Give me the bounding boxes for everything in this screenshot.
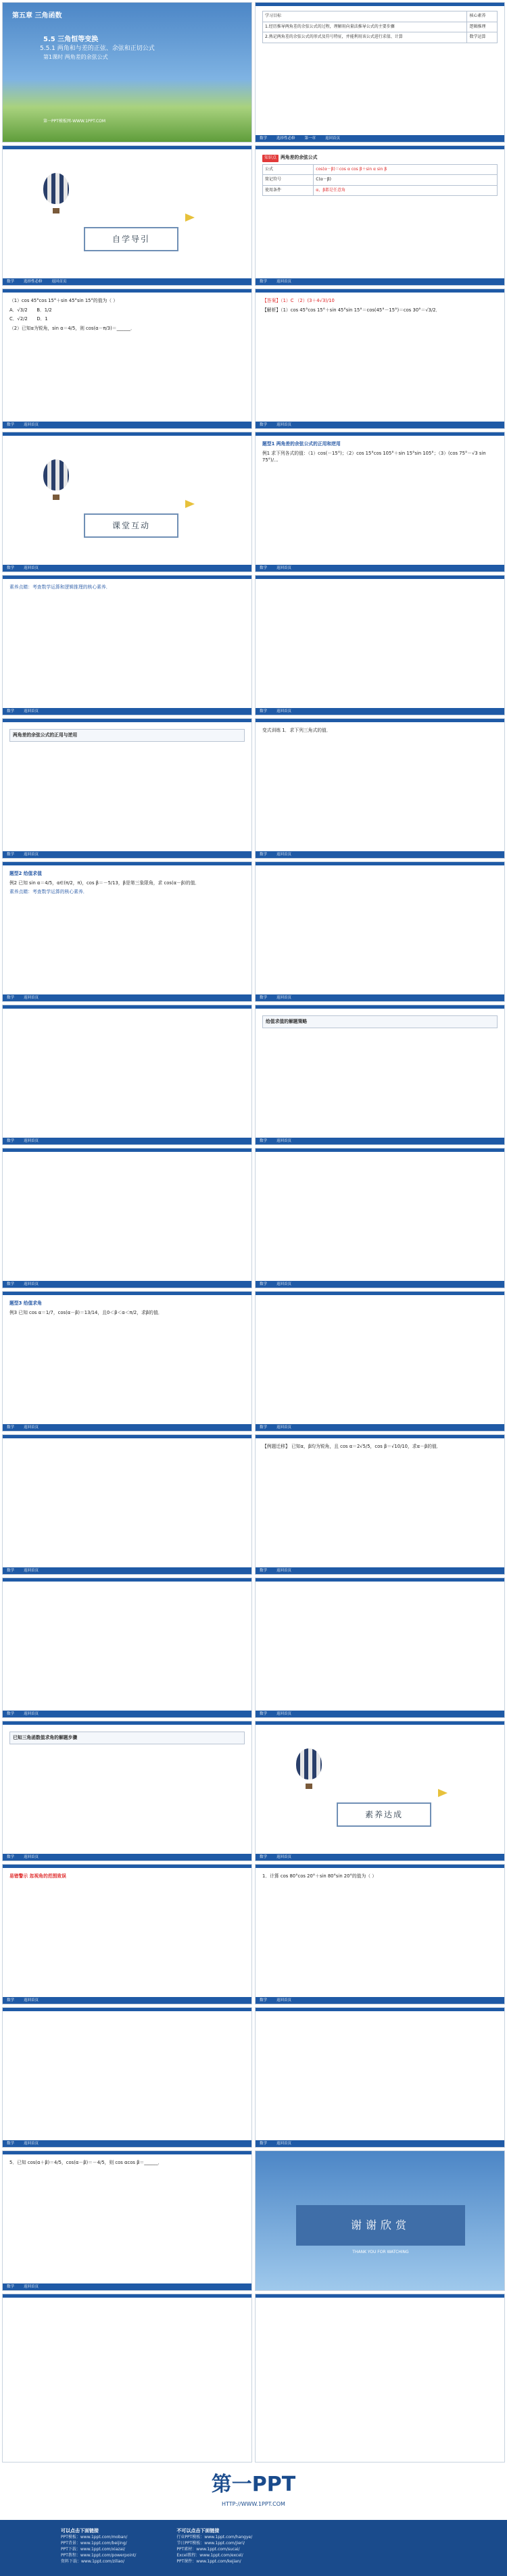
frame-label: 自学导引 (84, 227, 178, 251)
hint: 素养点睛：考查数学运算和逻辑推理的核心素养． (9, 584, 111, 590)
nav-bar[interactable] (3, 1281, 251, 1288)
nav-item[interactable]: 数学 (7, 1855, 15, 1859)
paper-plane-icon (438, 1789, 448, 1797)
question: 1．计算 cos 80°cos 20°＋sin 80°sin 20°的值为（ ） (262, 1873, 377, 1879)
option: C．√2/2 (9, 316, 28, 322)
nav-item[interactable]: 数学 (7, 1712, 15, 1716)
slide-interact-frame (2, 432, 252, 572)
nav-item[interactable]: 返回首页 (24, 566, 39, 570)
nav-bar[interactable] (256, 2140, 504, 2147)
balloon-icon (296, 1748, 322, 1779)
nav-item[interactable]: 数学 (260, 280, 268, 284)
slide-practice2a (2, 1148, 252, 1288)
footer-logo: 第一PPT (0, 2466, 507, 2520)
nav-item[interactable]: 返回首页 (276, 1139, 292, 1143)
slide-thanks (255, 2150, 505, 2291)
nav-bar[interactable] (256, 135, 504, 142)
nav-item[interactable]: 数学 (7, 1139, 15, 1143)
nav-item[interactable]: 返回首页 (24, 1712, 39, 1716)
core-header: 核心素养 (467, 11, 498, 22)
nav-bar[interactable] (3, 851, 251, 858)
goal-header: 学习目标 (263, 11, 467, 22)
footer-col-1 (61, 2528, 136, 2565)
footer-text: PPT课件：www.1ppt.com/kejian/ (176, 2559, 241, 2564)
nav-bar[interactable] (3, 1997, 251, 2004)
answer: 【答案】（1）C （2）(3＋4√3)/10 (262, 298, 335, 303)
nav-item[interactable]: 返回首页 (276, 566, 292, 570)
slide-last-left (2, 2294, 252, 2463)
knowledge-table (262, 164, 498, 197)
nav-item[interactable]: 返回首页 (24, 1569, 39, 1573)
question-2: （2）已知α为锐角，sin α＝4/5，则 cos(α－π/3)＝______． (9, 325, 135, 331)
slide-step4 (2, 1577, 252, 1718)
type-title: 题型2 给值求值 (9, 871, 42, 876)
nav-bar[interactable] (3, 2140, 251, 2147)
nav-bar[interactable] (3, 422, 251, 428)
footer-link[interactable]: PPT下载：www.1ppt.com/xiazai/ (61, 2547, 125, 2552)
label: 简记符号 (263, 175, 314, 186)
nav-item[interactable]: 返回首页 (24, 423, 39, 427)
frame-label: 素养达成 (337, 1802, 431, 1827)
question: 例2 已知 sin α＝4/5，α∈(π/2，π)，cos β＝－5/13，β是第三象限角，求 cos(α－β)的值． (9, 880, 200, 886)
nav-item[interactable]: 数学 (260, 1425, 268, 1430)
slide-achieve-frame (255, 1721, 505, 1861)
method-title: 已知三角函数值求角的解题步骤 (9, 1732, 245, 1744)
nav-bar[interactable] (256, 1281, 504, 1288)
nav-item[interactable]: 返回首页 (325, 136, 341, 141)
nav-item[interactable]: 数学 (7, 566, 15, 570)
nav-bar[interactable] (256, 565, 504, 572)
nav-item[interactable]: 选择性必修 (24, 280, 43, 284)
error-title: 易错警示 忽视角的范围致误 (9, 1873, 66, 1879)
slide-solution2 (255, 861, 505, 1002)
nav-item[interactable]: 返回首页 (24, 709, 39, 713)
col-heading: 可以点击下面链接 (61, 2528, 99, 2533)
paper-plane-icon (185, 213, 195, 222)
method-title: 两角差的余弦公式的正用与逆用 (9, 729, 245, 742)
nav-bar[interactable] (3, 1854, 251, 1861)
nav-item[interactable]: 返回首页 (276, 709, 292, 713)
nav-item[interactable]: 数学 (260, 1712, 268, 1716)
question: 5．已知 cos(α＋β)＝4/5，cos(α－β)＝－4/5，则 cos αcos β＝______． (9, 2160, 163, 2165)
nav-item[interactable]: 数学 (7, 2285, 15, 2289)
frame-label: 课堂互动 (84, 513, 178, 538)
thanks-banner: 谢谢欣赏 (296, 2205, 465, 2246)
slide-step3 (2, 1434, 252, 1575)
nav-item[interactable]: 返回首页 (24, 996, 39, 1000)
slide-step2 (2, 1005, 252, 1145)
nav-bar[interactable] (3, 994, 251, 1001)
nav-item[interactable]: 返回首页 (276, 1712, 292, 1716)
slide-transfer (255, 1434, 505, 1575)
slide-cover (2, 2, 252, 143)
footer-text: Excel教程：www.1ppt.com/excel/ (176, 2553, 243, 2558)
short: C(α－β) (314, 175, 498, 186)
slide-type3 (2, 1291, 252, 1432)
slide-practice2b (255, 1148, 505, 1288)
nav-item[interactable]: 数学 (260, 1998, 268, 2002)
nav-item[interactable]: 返回首页 (276, 996, 292, 1000)
nav-bar[interactable] (3, 278, 251, 285)
nav-item[interactable]: 数学 (260, 1855, 268, 1859)
slide-step5 (255, 1577, 505, 1718)
nav-item[interactable]: 数学 (7, 853, 15, 857)
nav-bar[interactable] (256, 278, 504, 285)
slide-preview-frame (2, 145, 252, 286)
slide-goals (255, 2, 505, 143)
section-title: 5.5 三角恒等变换 (43, 36, 99, 43)
goals-table (262, 11, 498, 43)
slide-q1 (2, 288, 252, 429)
balloon-icon (43, 173, 69, 204)
subsection-title: 5.5.1 两角和与差的正弦、余弦和正切公式 (40, 45, 155, 52)
nav-item[interactable]: 数学 (260, 996, 268, 1000)
nav-bar[interactable] (256, 994, 504, 1001)
footer-col-2 (176, 2528, 252, 2565)
question: 例3 已知 cos α＝1/7，cos(α－β)＝13/14，且0＜β＜α＜π/2，求β的值． (9, 1309, 163, 1315)
nav-item[interactable]: 返回首页 (276, 1998, 292, 2002)
nav-item[interactable]: 返回首页 (276, 1425, 292, 1430)
slide-type2 (2, 861, 252, 1002)
transfer-title: 【例题迁移】 已知α，β均为锐角，且 cos α＝2√5/5，cos β＝√10/10，求α－β的值． (262, 1444, 441, 1449)
nav-item[interactable]: 返回首页 (276, 2142, 292, 2146)
nav-item[interactable]: 返回首页 (24, 1998, 39, 2002)
cover-url: 第一PPT模板网-WWW.1PPT.COM (43, 119, 106, 124)
slide-practice1 (255, 718, 505, 859)
nav-item[interactable]: 数学 (7, 280, 15, 284)
question: 例1 求下列各式的值：（1）cos(－15°)；（2）cos 15°cos 105°＋sin 15°sin 105°；（3）(cos 75°－√3 sin 75°)/… (262, 450, 486, 463)
slide-method3 (2, 1721, 252, 1861)
nav-item[interactable]: 数学 (260, 2142, 268, 2146)
slide-solution3 (255, 1291, 505, 1432)
hint: 素养点睛：考查数学运算的核心素养． (9, 889, 88, 894)
basket-icon (53, 208, 59, 213)
use: α，β都是任意角 (314, 185, 498, 196)
nav-item[interactable]: 第一章 (304, 136, 316, 141)
slide-error (2, 1864, 252, 2004)
nav-item[interactable]: 返回首页 (276, 1569, 292, 1573)
nav-item[interactable]: 返回首页 (51, 280, 67, 284)
nav-item[interactable]: 数学 (7, 1998, 15, 2002)
nav-item[interactable]: 数学 (260, 566, 268, 570)
nav-item[interactable]: 返回首页 (276, 853, 292, 857)
goal-1: 1.经历推导两角差的余弦公式的过程，理解用向量法推导公式的主要步骤 (263, 22, 467, 32)
slide-solution1 (255, 575, 505, 715)
basket-icon (306, 1784, 312, 1789)
footer-link[interactable]: PPT教程：www.1ppt.com/powerpoint/ (61, 2553, 137, 2558)
nav-bar[interactable] (256, 422, 504, 428)
nav-item[interactable]: 数学 (260, 136, 268, 141)
footer-text: PPT素材：www.1ppt.com/sucai/ (176, 2547, 240, 2552)
question: （1）cos 45°cos 15°＋sin 45°sin 15°的值为（ ） (9, 298, 118, 303)
nav-item[interactable]: 数学 (7, 423, 15, 427)
slide-last-right (255, 2294, 505, 2463)
nav-item[interactable]: 返回首页 (24, 1425, 39, 1430)
footer-text: 节日PPT模板：www.1ppt.com/jieri/ (176, 2541, 245, 2546)
lesson-title: 第1课时 两角差的余弦公式 (43, 54, 108, 60)
nav-item[interactable]: 数学 (260, 1569, 268, 1573)
nav-item[interactable]: 数学 (260, 853, 268, 857)
nav-bar[interactable] (3, 708, 251, 715)
nav-bar[interactable] (256, 1854, 504, 1861)
slide-method1 (2, 718, 252, 859)
nav-bar[interactable] (3, 565, 251, 572)
nav-bar[interactable] (256, 1567, 504, 1574)
tag: 知识点 (262, 155, 279, 162)
nav-bar[interactable] (3, 1711, 251, 1717)
nav-item[interactable]: 返回首页 (24, 853, 39, 857)
paper-plane-icon (185, 500, 195, 508)
nav-item[interactable]: 数学 (260, 1282, 268, 1286)
nav-item[interactable]: 返回首页 (24, 1855, 39, 1859)
nav-item[interactable]: 返回首页 (24, 2285, 39, 2289)
option: A．√3/2 (9, 307, 28, 313)
option: B．1/2 (37, 307, 52, 313)
type-title: 题型3 给值求角 (9, 1300, 42, 1306)
nav-bar[interactable] (256, 851, 504, 858)
footer-text: 行业PPT模板：www.1ppt.com/hangye/ (176, 2535, 253, 2540)
nav-bar[interactable] (256, 1711, 504, 1717)
nav-bar[interactable] (256, 1424, 504, 1431)
footer-url: HTTP://WWW.1PPT.COM (222, 2501, 285, 2507)
type-title: 题型1 两角差的余弦公式的正用和逆用 (262, 441, 341, 447)
nav-item[interactable]: 数学 (7, 996, 15, 1000)
balloon-icon (43, 459, 69, 490)
label: 公式 (263, 164, 314, 175)
nav-bar[interactable] (256, 708, 504, 715)
nav-item[interactable]: 数学 (260, 1139, 268, 1143)
nav-item[interactable]: 返回首页 (276, 1855, 292, 1859)
knowledge-title: 两角差的余弦公式 (281, 155, 318, 160)
nav-item[interactable]: 数学 (7, 1569, 15, 1573)
nav-item[interactable]: 选择性必修 (276, 136, 295, 141)
practice-title: 变式训练 1．求下列三角式的值． (262, 728, 331, 733)
method-title: 给值求值的解题策略 (262, 1015, 498, 1028)
nav-item[interactable]: 返回首页 (24, 2142, 39, 2146)
nav-bar[interactable] (256, 1138, 504, 1144)
nav-item[interactable]: 数学 (260, 423, 268, 427)
core-1: 逻辑推理 (467, 22, 498, 32)
nav-item[interactable]: 返回首页 (276, 1282, 292, 1286)
slide-exercise2 (2, 2007, 252, 2148)
label: 使用条件 (263, 185, 314, 196)
explanation: 【解析】（1）cos 45°cos 15°＋sin 45°sin 15°＝cos(45°－15°)＝cos 30°＝√3/2． (262, 307, 441, 313)
nav-item[interactable]: 数学 (7, 2142, 15, 2146)
nav-item[interactable]: 返回首页 (24, 1139, 39, 1143)
slide-exercise3 (255, 2007, 505, 2148)
formula: cos(α－β)＝cos α cos β＋sin α sin β (314, 164, 498, 175)
nav-item[interactable]: 数学 (260, 709, 268, 713)
nav-item[interactable]: 返回首页 (276, 280, 292, 284)
thanks-sub: THANK YOU FOR WATCHING (352, 2250, 409, 2254)
footer (0, 2466, 507, 2576)
basket-icon (53, 495, 59, 500)
footer-link[interactable]: PPT背景：www.1ppt.com/beijing/ (61, 2541, 127, 2546)
goal-2: 2.熟记两角差的余弦公式的形式及符号特征，并能利用该公式进行求值、计算 (263, 32, 467, 43)
nav-item[interactable]: 返回首页 (276, 423, 292, 427)
nav-bar[interactable] (256, 1997, 504, 2004)
slide-exercise5 (2, 2150, 252, 2291)
slide-exercise1 (255, 1864, 505, 2004)
nav-item[interactable]: 数学 (7, 709, 15, 713)
slide-method2 (255, 1005, 505, 1145)
footer-link[interactable]: 资料下载：www.1ppt.com/ziliao/ (61, 2559, 125, 2564)
nav-bar[interactable] (3, 2283, 251, 2290)
col-heading: 不可以点击下面链接 (176, 2528, 220, 2533)
slide-type1 (255, 432, 505, 572)
nav-bar[interactable] (3, 1567, 251, 1574)
nav-item[interactable]: 数学 (7, 1425, 15, 1430)
nav-item[interactable]: 数学 (7, 1282, 15, 1286)
slide-a1 (255, 288, 505, 429)
nav-item[interactable]: 返回首页 (24, 1282, 39, 1286)
nav-bar[interactable] (3, 1424, 251, 1431)
option: D．1 (37, 316, 48, 322)
chapter-title: 第五章 三角函数 (12, 12, 62, 20)
slide-hint1 (2, 575, 252, 715)
slide-knowledge (255, 145, 505, 286)
footer-link[interactable]: PPT模板：www.1ppt.com/moban/ (61, 2535, 128, 2540)
core-2: 数学运算 (467, 32, 498, 43)
nav-bar[interactable] (3, 1138, 251, 1144)
